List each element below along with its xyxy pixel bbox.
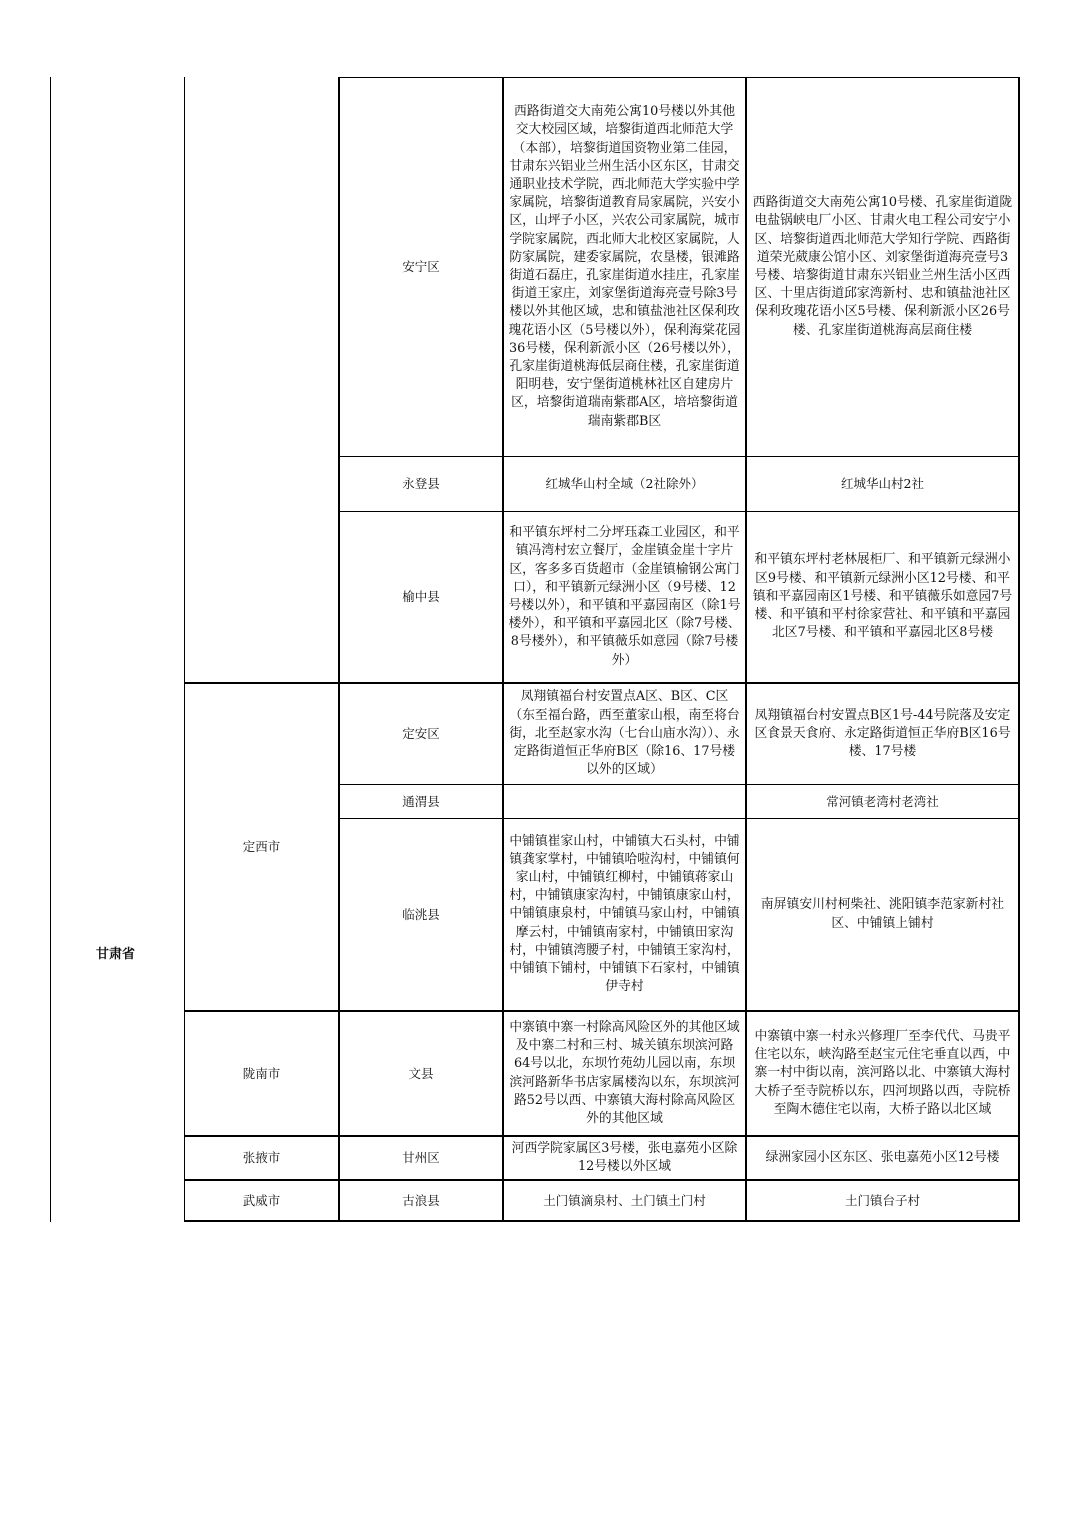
high-risk-cell: 红城华山村全域（2社除外） xyxy=(545,476,704,491)
district-cell: 永登县 xyxy=(402,476,440,491)
city-cell: 张掖市 xyxy=(242,1150,281,1165)
city-cell: 武威市 xyxy=(242,1192,281,1208)
district-cell: 临洮县 xyxy=(402,906,440,922)
district-cell: 甘州区 xyxy=(402,1150,440,1165)
low-risk-cell: 和平镇东坪村老林展柜厂、和平镇新元绿洲小区9号楼、和平镇新元绿洲小区12号楼、和平镇和平嘉园南区1号楼、和平镇薇乐如意园7号楼、和平镇和平村徐家营社、和平镇和平嘉园北区7号楼、和平镇和平嘉园北区8号楼 xyxy=(752,552,1013,641)
district-cell: 定安区 xyxy=(402,726,440,741)
low-risk-cell: 凤翔镇福台村安置点B区1号-44号院落及安定区食景天食府、永定路街道恒正华府B区16号楼、17号楼 xyxy=(754,707,1011,760)
high-risk-cell: 西路街道交大南苑公寓10号楼以外其他交大校园区域，培黎街道西北师范大学（本部），培黎街道国资物业第二佳园，甘肃东兴铝业兰州生活小区东区，甘肃交通职业技术学院，西北师范大学实验中学家属院，培黎街道教育局家属院，兴安小区，山坪子小区，兴农公司家属院，城市学院家属院，西北师大北校区家属院，人防家属院，建委家属院，农垦楼，银滩路街道石磊庄，孔家崖街道水挂庄，孔家崖街道王家庄，刘家堡街道海亮壹号除3号楼以外其他区域，忠和镇盐池社区保利玫瑰花语小区（5号楼以外），保利海棠花园36号楼，保利新派小区（26号楼以外），孔家崖街道桃海低层商住楼，孔家崖街道阳明巷，安宁堡街道桃林社区自建房片区，培黎街道瑞南紫郡A区，培培黎街道瑞南紫郡B区 xyxy=(508,104,741,429)
district-cell: 榆中县 xyxy=(402,589,440,604)
high-risk-cell: 中寨镇中寨一村除高风险区外的其他区域及中寨二村和三村、城关镇东坝滨河路64号以北，东坝竹苑幼儿园以南，东坝滨河路新华书店家属楼沟以东，东坝滨河路52号以西、中寨镇大海村除高风险区外的其他区域 xyxy=(509,1019,740,1126)
low-risk-cell: 西路街道交大南苑公寓10号楼、孔家崖街道陇电盐锅峡电厂小区、甘肃火电工程公司安宁小区、培黎街道西北师范大学知行学院、西路街道荣光葳康公馆小区、刘家堡街道海亮壹号3号楼、培黎街道甘肃东兴铝业兰州生活小区西区、十里店街道邱家湾新村、忠和镇盐池社区保利玫瑰花语小区5号楼、保利新派小区26号楼、孔家崖街道桃海高层商住楼 xyxy=(752,195,1013,338)
low-risk-cell: 南屏镇安川村柯柴社、洮阳镇李范家新村社区、中铺镇上铺村 xyxy=(760,897,1005,931)
district-cell: 古浪县 xyxy=(402,1192,440,1208)
table-right-border xyxy=(1018,77,1020,1222)
table-bottom-border xyxy=(184,1220,1020,1222)
city-cell: 定西市 xyxy=(242,839,281,854)
high-risk-cell: 凤翔镇福台村安置点A区、B区、C区（东至福台路，西至董家山根，南至将台街，北至赵家水沟（七台山庙水沟））、永定路街道恒正华府B区（除16、17号楼以外的区域） xyxy=(509,689,740,778)
high-risk-cell: 河西学院家属区3号楼，张电嘉苑小区除12号楼以外区域 xyxy=(511,1140,738,1174)
high-risk-cell: 和平镇东坪村二分坪珏森工业园区，和平镇冯湾村宏立餐厅，金崖镇金崖十字片区，客多多百货超市（金崖镇榆钢公寓门口），和平镇新元绿洲小区（9号楼、12号楼以外），和平镇和平嘉园南区（除1号楼外），和平镇和平嘉园北区（除7号楼、8号楼外），和平镇薇乐如意园（除7号楼外） xyxy=(508,525,741,668)
low-risk-cell: 土门镇台子村 xyxy=(844,1192,920,1208)
city-cell: 陇南市 xyxy=(242,1065,281,1081)
low-risk-cell: 常河镇老湾村老湾社 xyxy=(826,793,939,809)
province-label: 甘肃省 xyxy=(96,947,136,962)
low-risk-cell: 红城华山村2社 xyxy=(841,476,924,491)
district-cell: 安宁区 xyxy=(402,259,440,274)
high-risk-cell: 土门镇滴泉村、土门镇土门村 xyxy=(543,1192,706,1208)
low-risk-cell: 绿洲家园小区东区、张电嘉苑小区12号楼 xyxy=(765,1149,1000,1165)
high-risk-cell xyxy=(504,785,745,818)
district-cell: 通渭县 xyxy=(402,793,440,809)
outer-left-border xyxy=(50,77,51,1222)
low-risk-cell: 中寨镇中寨一村永兴修理厂至李代代、马贵平住宅以东，峡沟路至赵宝元住宅垂直以西，中寨一村中街以南，滨河路以北、中寨镇大海村大桥子至寺院桥以东，四河坝路以西，寺院桥至陶木德住宅以南，大桥子路以北区域 xyxy=(754,1028,1011,1117)
district-cell: 文县 xyxy=(408,1065,434,1081)
high-risk-cell: 中铺镇崔家山村，中铺镇大石头村，中铺镇龚家掌村，中铺镇哈啦沟村，中铺镇何家山村，中铺镇红柳村，中铺镇蒋家山村，中铺镇康家沟村，中铺镇康家山村，中铺镇康泉村，中铺镇马家山村，中铺镇摩云村，中铺镇南家村，中铺镇田家沟村，中铺镇湾腰子村，中铺镇王家沟村，中铺镇下铺村，中铺镇下石家村，中铺镇伊寺村 xyxy=(509,833,740,995)
